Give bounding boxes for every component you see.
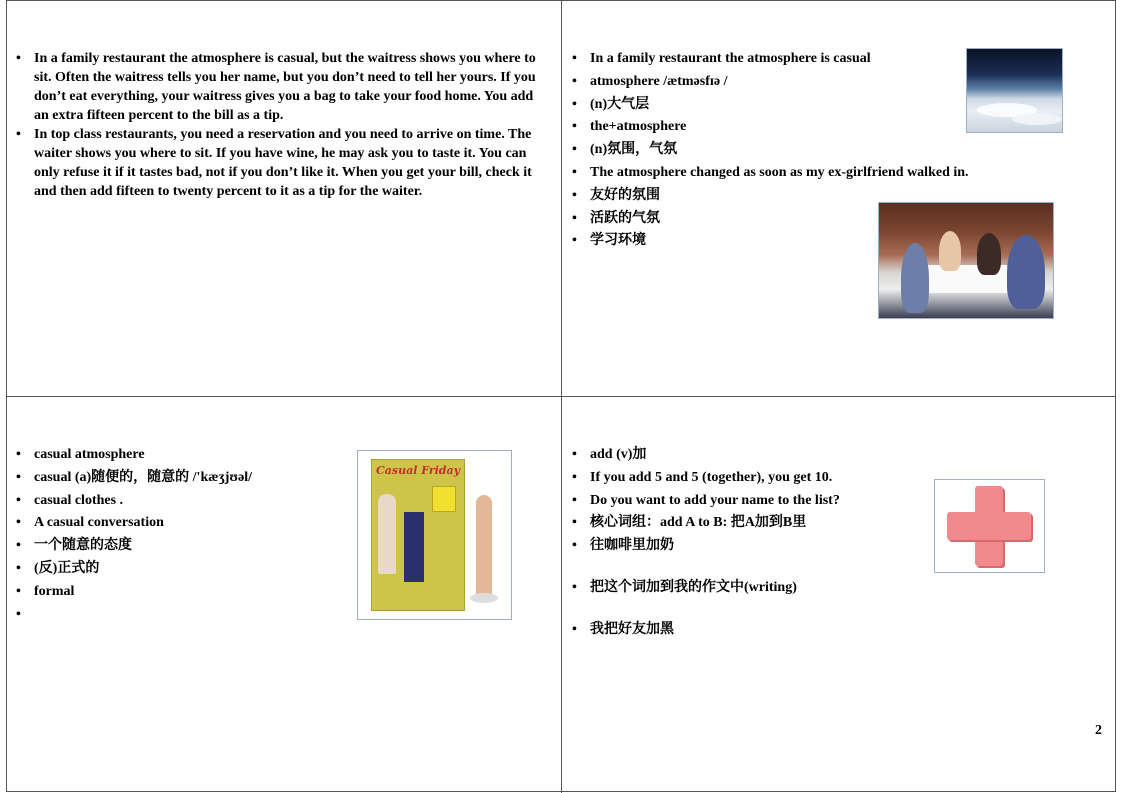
suit-cutout xyxy=(404,512,424,582)
person-shape xyxy=(1007,235,1045,309)
casual-friday-paper-doll-photo xyxy=(357,450,512,620)
slide-4-bullet-7: • 我把好友加黑 xyxy=(570,620,1040,639)
slide-2-bullet-9: • 学习环境 xyxy=(570,231,1040,250)
slide-2-bullet-6: • The atmosphere changed as soon as my ex-girlfriend walked in. xyxy=(570,163,1040,182)
paper-doll-card xyxy=(371,459,465,611)
slide-2-bullet-1: • In a family restaurant the atmosphere is casual xyxy=(570,49,1040,68)
slide-4-bullet-6: • 把这个词加到我的作文中(writing) xyxy=(570,578,1040,597)
slide-3-bullet-2: • casual (a)随便的，随意的 /'kæʒjʊəl/ xyxy=(14,468,344,487)
slide-1-bullet-2: • In top class restaurants, you need a reservation and you need to arrive on time. The waiter shows you where to sit. If you have wine, he may ask you to taste it. You can only refuse it if it tastes bad, not if you don’t like it. When you get your bill, check it and then add fifteen to twenty percent to it as a tip for the waiter. xyxy=(14,125,542,201)
slide-4-bullet-1: • add (v)加 xyxy=(570,445,1040,464)
slide-4-bullet-4: • 核心词组：add A to B: 把A加到B里 xyxy=(570,513,1040,532)
standing-doll-figure xyxy=(476,495,492,595)
slide-3-bullet-list xyxy=(14,445,344,605)
card-title: Casual Friday xyxy=(376,464,461,477)
slide-1-bullet-1: • In a family restaurant the atmosphere is casual, but the waitress shows you where to sit. Often the waitress tells you her name, but you don’t need to tell her yours. If you don’t eat everything, your waitress gives you a bag to take your food home. You add an extra fifteen percent to the bill as a tip. xyxy=(14,49,542,125)
slide-3-bullet-3: • casual clothes . xyxy=(14,491,344,510)
slide-2-bullet-7: • 友好的氛围 xyxy=(570,186,1040,205)
slide-3-bullet-7: • formal xyxy=(14,582,344,601)
table-shape xyxy=(919,265,1019,293)
slide-3-bullet-1: • casual atmosphere xyxy=(14,445,344,464)
horizontal-divider xyxy=(6,396,1116,397)
earth-atmosphere-photo xyxy=(966,48,1063,133)
slide-4-bullet-2: • If you add 5 and 5 (together), you get 10. xyxy=(570,468,1040,487)
doll-figure xyxy=(378,494,396,574)
shirt-cutout xyxy=(432,486,456,512)
slide-2-bullet-3: • (n)大气层 xyxy=(570,95,1040,114)
slide-4-bullet-5: • 往咖啡里加奶 xyxy=(570,536,1040,555)
slide-3-bullet-4: • A casual conversation xyxy=(14,513,344,532)
slide-3-bullet-6: • (反)正式的 xyxy=(14,559,344,578)
doll-stand xyxy=(470,593,498,603)
slide-2-bullet-5: • (n)氛围，气氛 xyxy=(570,140,1040,159)
person-shape xyxy=(901,243,929,313)
page-number: 2 xyxy=(1095,723,1102,738)
person-shape xyxy=(977,233,1001,275)
slide-2-bullet-8: • 活跃的气氛 xyxy=(570,209,1040,228)
slide-1-bullet-list xyxy=(14,49,542,201)
slide-4-bullet-3: • Do you want to add your name to the list? xyxy=(570,491,1040,510)
slide-2-bullet-4: • the+atmosphere xyxy=(570,117,1040,136)
slide-2-bullet-2: • atmosphere /ætməsfɪə / xyxy=(570,72,1040,91)
plus-icon xyxy=(947,512,1031,540)
cloud-shape xyxy=(1012,113,1062,125)
restaurant-family-photo xyxy=(878,202,1054,319)
slide-3-bullet-5: • 一个随意的态度 xyxy=(14,536,344,555)
plus-sign-image xyxy=(934,479,1045,573)
person-shape xyxy=(939,231,961,271)
